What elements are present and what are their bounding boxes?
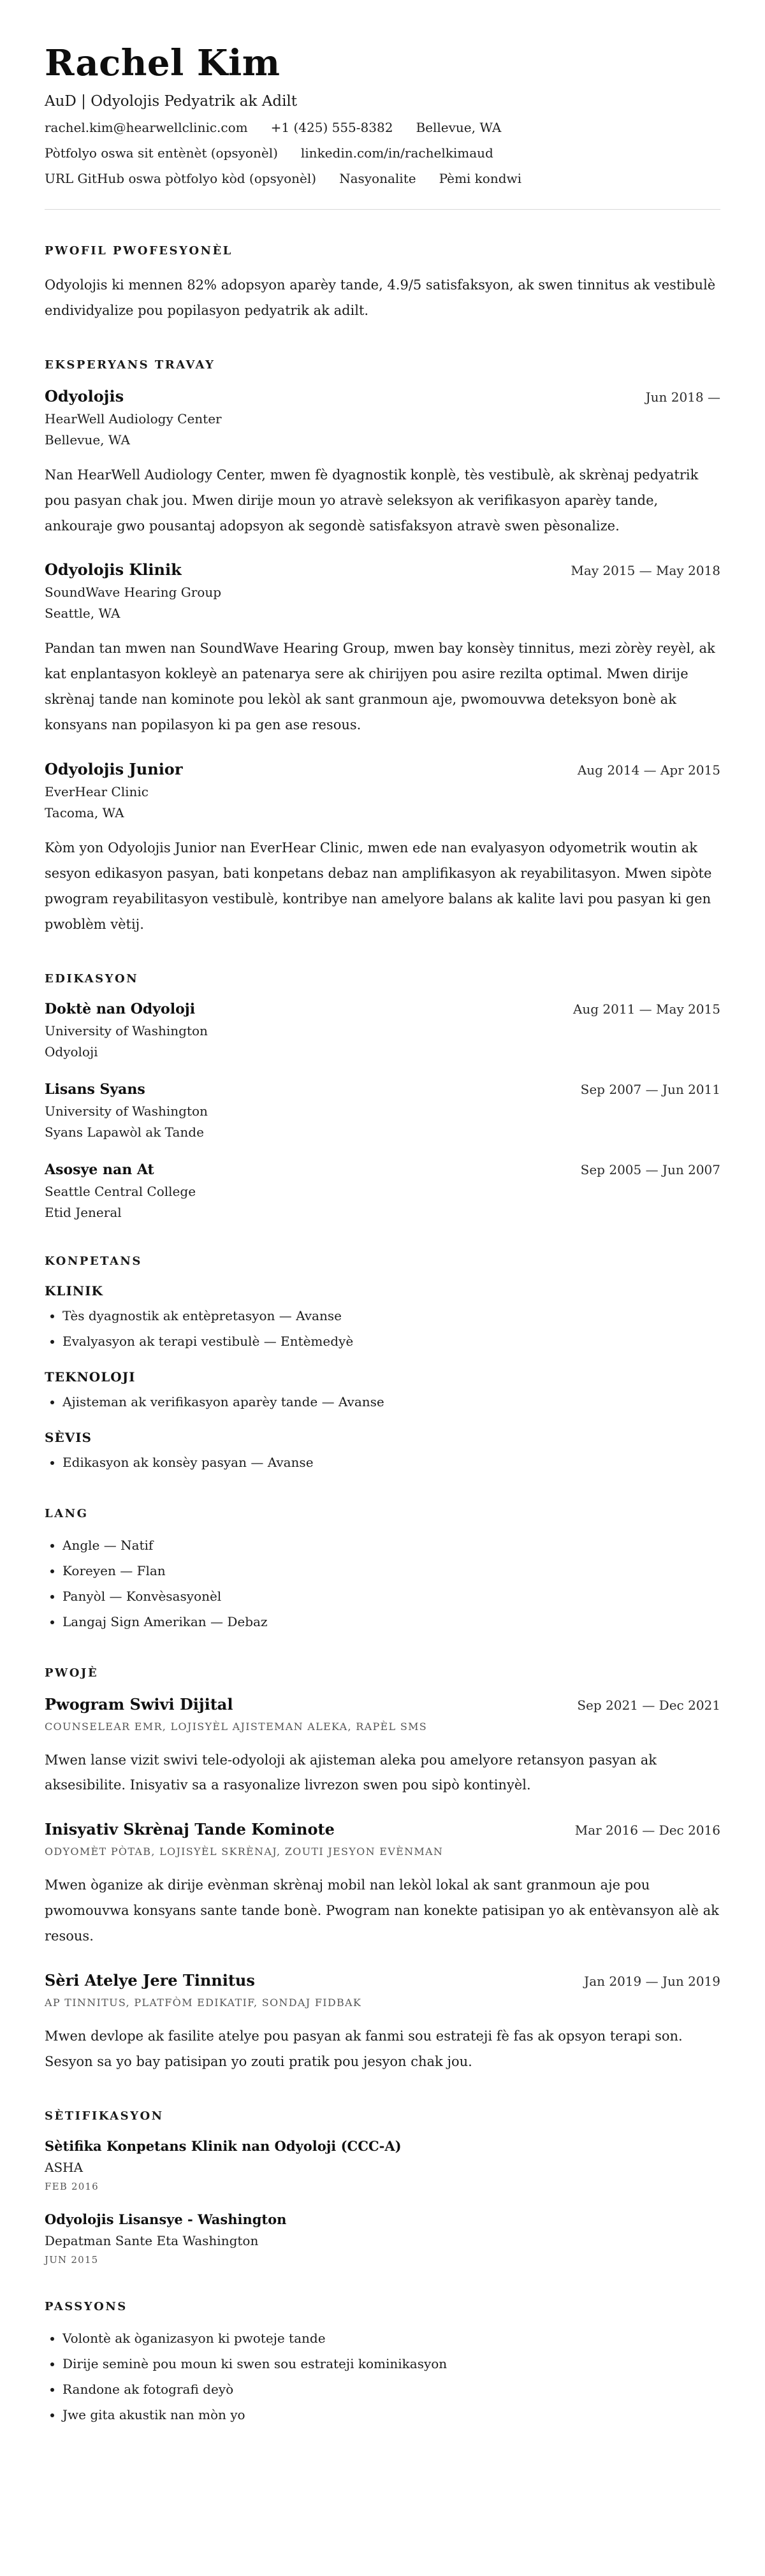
job-dates: May 2015 — May 2018	[571, 563, 720, 579]
entry-head	[45, 760, 720, 778]
languages-heading: LANG	[45, 1506, 89, 1520]
field-of-study: Odyoloji	[45, 1044, 98, 1059]
education-dates: Aug 2011 — May 2015	[572, 1001, 720, 1017]
passion-item: • Volontè ak òganizasyon ki pwoteje tande	[62, 2329, 720, 2348]
candidate-name: Rachel Kim	[45, 42, 280, 84]
skill-group-name: SÈVIS	[45, 1429, 92, 1445]
education-entry	[45, 1081, 720, 1140]
section-experience	[45, 358, 720, 938]
section-projects	[45, 1666, 720, 2075]
project-dates: Mar 2016 — Dec 2016	[574, 1823, 720, 1838]
skill-item: • Evalyasyon ak terapi vestibulè — Entèmedyè	[62, 1332, 720, 1351]
projects-heading: PWOJÈ	[45, 1666, 99, 1680]
entry-head	[45, 1081, 720, 1098]
language-item: • Panyòl — Konvèsasyonèl	[62, 1587, 720, 1606]
phone-number: +1 (425) 555-8382	[270, 120, 393, 135]
contact-row-1	[45, 120, 720, 135]
language-item: • Langaj Sign Amerikan — Debaz	[62, 1612, 720, 1632]
experience-heading: EKSPERYANS TRAVAY	[45, 358, 215, 372]
job-company: SoundWave Hearing Group	[45, 585, 222, 600]
school-name: Seattle Central College	[45, 1183, 196, 1199]
language-item: • Koreyen — Flan	[62, 1561, 720, 1581]
job-location: Bellevue, WA	[45, 432, 130, 448]
project-description: Mwen òganize ak dirije evènman skrènaj mobil nan lekòl lokal ak sant granmoun aje pou pwomouvwa konsyans sante tande bonè. Pwogram nan konekte patisipan yo ak entèvansyon alè ak resous.	[45, 1877, 719, 1944]
passion-list	[45, 2329, 720, 2425]
job-title: Odyolojis	[45, 386, 124, 405]
certification-date: FEB 2016	[45, 2180, 99, 2192]
school-name: University of Washington	[45, 1022, 208, 1038]
nationality-placeholder: Nasyonalite	[339, 171, 416, 186]
skill-item: • Ajisteman ak verifikasyon aparèy tande — Avanse	[62, 1392, 720, 1412]
experience-entry	[45, 387, 720, 539]
skill-item: • Tès dyagnostik ak entèpretasyon — Avanse	[62, 1306, 720, 1326]
school-name: University of Washington	[45, 1103, 208, 1119]
project-tools: AP TINNITUS, PLATFÒM EDIKATIF, SONDAJ FIDBAK	[45, 1997, 362, 2009]
driving-license-placeholder: Pèmi kondwi	[439, 171, 522, 186]
job-dates: Jun 2018 —	[645, 389, 720, 405]
skill-group-name: KLINIK	[45, 1283, 103, 1299]
project-dates: Sep 2021 — Dec 2021	[577, 1697, 720, 1713]
skill-list	[45, 1453, 720, 1473]
certification-issuer: ASHA	[45, 2159, 84, 2175]
project-entry	[45, 1820, 720, 1949]
language-list	[45, 1536, 720, 1632]
candidate-title: AuD | Odyolojis Pedyatrik ak Adilt	[45, 93, 298, 110]
language-item: • Angle — Natif	[62, 1536, 720, 1555]
certifications-heading: SÈTIFIKASYON	[45, 2109, 164, 2123]
entry-head	[45, 1971, 720, 1990]
passion-item: • Dirije seminè pou moun ki swen sou estrateji kominikasyon	[62, 2354, 720, 2374]
job-location: Seattle, WA	[45, 606, 120, 622]
education-entry	[45, 1161, 720, 1220]
entry-head	[45, 560, 720, 579]
project-title: Pwogram Swivi Dijital	[45, 1694, 233, 1714]
job-dates: Aug 2014 — Apr 2015	[577, 762, 720, 778]
certification-entry	[45, 2211, 720, 2266]
skill-item: • Edikasyon ak konsèy pasyan — Avanse	[62, 1453, 720, 1473]
skills-heading: KONPETANS	[45, 1254, 142, 1268]
section-certifications	[45, 2109, 720, 2266]
entry-head	[45, 1820, 720, 1838]
entry-head	[45, 1695, 720, 1714]
education-dates: Sep 2005 — Jun 2007	[580, 1161, 720, 1177]
education-heading: EDIKASYON	[45, 971, 139, 986]
certification-issuer: Depatman Sante Eta Washington	[45, 2232, 259, 2248]
job-description: Kòm yon Odyolojis Junior nan EverHear Clinic, mwen ede nan evalyasyon odyometrik woutin ak sesyon edikasyon pasyan, bati konpetans debaz nan amplifikasyon ak reyabilitasyon. Mwen sipòte pwogram reyabilitasyon vestibulè, kontribye nan amelyore balans ak kalite lavi pou pasyan ki gen pwoblèm vètij.	[45, 840, 712, 932]
header-divider	[45, 209, 720, 210]
passion-item: • Jwe gita akustik nan mòn yo	[62, 2405, 720, 2425]
section-languages	[45, 1507, 720, 1632]
project-title: Sèri Atelye Jere Tinnitus	[45, 1971, 255, 1990]
section-passions	[45, 2300, 720, 2425]
certification-date: JUN 2015	[45, 2253, 99, 2266]
email-link[interactable]: rachel.kim@hearwellclinic.com	[45, 120, 248, 135]
job-description: Pandan tan mwen nan SoundWave Hearing Group, mwen bay konsèy tinnitus, mezi zòrèy reyèl, ak kat enplantasyon kokleyè an patenarya sere ak chirijyen pou asire rezilta optimal. Mwen dirije skrènaj tande nan kominote pou lekòl ak sant granmoun aje, pwomouvwa deteksyon bonè ak konsyans nan popilasyon ki pa gen ase resous.	[45, 641, 715, 733]
skill-group-name: TEKNOLOJI	[45, 1369, 136, 1385]
field-of-study: Etid Jeneral	[45, 1204, 122, 1220]
degree-title: Doktè nan Odyoloji	[45, 1000, 196, 1017]
degree-title: Asosye nan At	[45, 1161, 154, 1178]
project-entry	[45, 1695, 720, 1799]
skill-list	[45, 1392, 720, 1412]
project-description: Mwen lanse vizit swivi tele-odyoloji ak ajisteman aleka pou amelyore retansyon pasyan ak aksesibilite. Inisyativ sa a rasyonalize livrezon swen pou sipò kontinyèl.	[45, 1752, 657, 1793]
passion-item: • Randone ak fotografi deyò	[62, 2380, 720, 2399]
field-of-study: Syans Lapawòl ak Tande	[45, 1124, 204, 1140]
experience-entry	[45, 760, 720, 938]
project-title: Inisyativ Skrènaj Tande Kominote	[45, 1820, 335, 1839]
section-skills	[45, 1255, 720, 1473]
job-description: Nan HearWell Audiology Center, mwen fè dyagnostik konplè, tès vestibulè, ak skrènaj pedyatrik pou pasyan chak jou. Mwen dirije moun yo atravè seleksyon ak verifikasyon aparèy tande, ankouraje gwo pousantaj adopsyon ak segondè satisfaksyon atravè swen pèsonalize.	[45, 467, 699, 534]
entry-head	[45, 387, 720, 405]
certification-entry	[45, 2138, 720, 2192]
section-education	[45, 972, 720, 1220]
degree-title: Lisans Syans	[45, 1081, 145, 1098]
resume-header	[45, 42, 720, 186]
github-placeholder: URL GitHub oswa pòtfolyo kòd (opsyonèl)	[45, 171, 317, 186]
job-company: HearWell Audiology Center	[45, 411, 222, 426]
job-title: Odyolojis Junior	[45, 760, 183, 779]
entry-head	[45, 1001, 720, 1017]
contact-row-2	[45, 145, 720, 161]
job-location: Tacoma, WA	[45, 805, 124, 821]
project-entry	[45, 1971, 720, 2075]
project-tools: COUNSELEAR EMR, LOJISYÈL AJISTEMAN ALEKA, RAPÈL SMS	[45, 1720, 428, 1733]
location-text: Bellevue, WA	[416, 120, 502, 135]
certification-title: Odyolojis Lisansye - Washington	[45, 2211, 287, 2227]
job-company: EverHear Clinic	[45, 784, 149, 800]
skill-list	[45, 1306, 720, 1351]
project-dates: Jan 2019 — Jun 2019	[584, 1974, 720, 1990]
education-entry	[45, 1001, 720, 1059]
profile-text: Odyolojis ki mennen 82% adopsyon aparèy tande, 4.9/5 satisfaksyon, ak swen tinnitus ak vestibulè endividyalize pou popilasyon pedyatrik ak adilt.	[45, 277, 716, 318]
certification-title: Sètifika Konpetans Klinik nan Odyoloji (CCC-A)	[45, 2137, 402, 2154]
experience-entry	[45, 560, 720, 738]
project-description: Mwen devlope ak fasilite atelye pou pasyan ak fanmi sou estrateji fè fas ak opsyon terapi son. Sesyon sa yo bay patisipan yo zouti pratik pou jesyon chak jou.	[45, 2028, 683, 2069]
section-profile	[45, 244, 720, 324]
project-tools: ODYOMÈT PÒTAB, LOJISYÈL SKRÈNAJ, ZOUTI JESYON EVÈNMAN	[45, 1845, 444, 1858]
passions-heading: PASSYONS	[45, 2299, 127, 2313]
job-title: Odyolojis Klinik	[45, 560, 182, 579]
profile-heading: PWOFIL PWOFESYONÈL	[45, 244, 233, 258]
website-placeholder: Pòtfolyo oswa sit entènèt (opsyonèl)	[45, 145, 278, 161]
contact-row-3	[45, 171, 720, 186]
education-dates: Sep 2007 — Jun 2011	[580, 1081, 720, 1097]
entry-head	[45, 1161, 720, 1178]
linkedin-link[interactable]: linkedin.com/in/rachelkimaud	[300, 145, 493, 161]
